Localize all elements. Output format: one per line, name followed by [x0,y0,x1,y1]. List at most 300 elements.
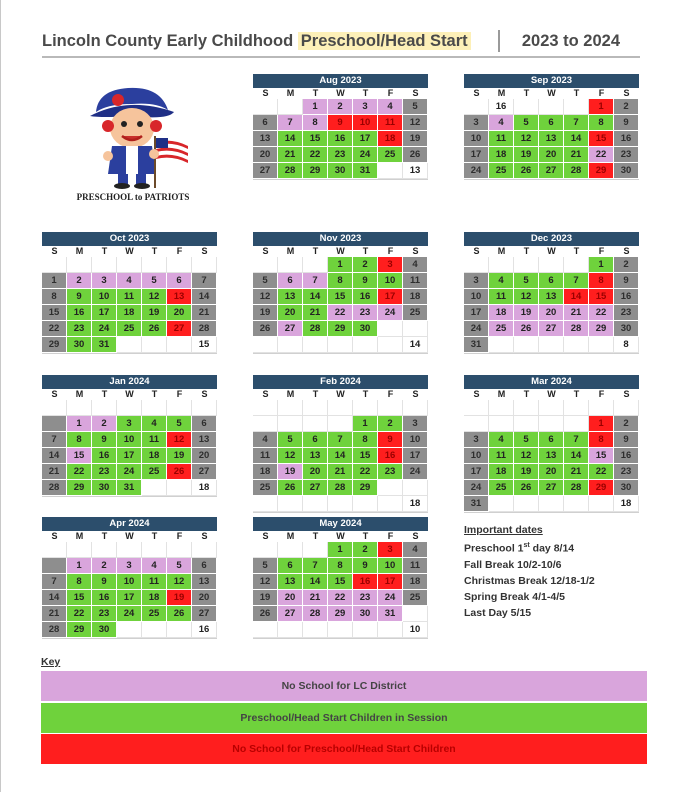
day-cell [278,416,303,432]
day-cell: 13 [278,574,303,590]
day-cell: 18 [403,496,428,512]
day-cell: 2 [353,257,378,273]
day-cell: 19 [514,147,539,163]
weekday-label: T [101,246,108,256]
day-cell [589,337,614,353]
day-cell [67,400,92,416]
day-cell [303,622,328,638]
day-cell: 29 [589,163,614,179]
day-cell: 8 [67,574,92,590]
important-dates-heading: Important dates [464,524,543,536]
day-cell: 4 [378,99,403,115]
day-cell [167,400,192,416]
day-cell: 8 [328,273,353,289]
day-cell [403,400,428,416]
day-cell [303,542,328,558]
day-cell: 27 [539,480,564,496]
day-cell: 5 [253,273,278,289]
weekday-label: S [623,389,630,399]
day-cell: 10 [403,622,428,638]
calendar-apr-2024 [42,517,217,639]
day-cell [589,496,614,512]
weekday-label: F [387,389,394,399]
day-cell: 4 [117,273,142,289]
day-cell: 22 [328,305,353,321]
day-cell: 13 [192,574,217,590]
weekday-label: M [75,531,84,541]
month-header: Feb 2024 [253,375,428,389]
day-cell: 30 [614,480,639,496]
day-cell: 24 [403,464,428,480]
weekday-label: M [497,389,506,399]
day-cell: 5 [278,432,303,448]
day-cell [278,337,303,353]
day-cell: 4 [142,558,167,574]
day-cell [117,542,142,558]
weekday-row [464,246,639,257]
day-cell: 25 [142,606,167,622]
day-cell [303,416,328,432]
day-cell: 15 [303,131,328,147]
day-cell [303,257,328,273]
day-cell: 17 [378,574,403,590]
day-cell: 15 [328,574,353,590]
day-cell: 27 [253,163,278,179]
day-cell: 2 [614,416,639,432]
day-cell: 20 [253,147,278,163]
weekday-label: T [573,88,580,98]
day-cell: 21 [564,147,589,163]
day-cell: 29 [42,337,67,353]
first-day [464,538,644,557]
day-cell: 4 [403,257,428,273]
day-cell: 28 [192,321,217,337]
day-cell: 29 [67,622,92,638]
weekday-label: S [623,88,630,98]
day-cell: 13 [192,432,217,448]
weekday-label: W [125,531,134,541]
weekday-label: S [51,246,58,256]
day-cell: 7 [192,273,217,289]
weekday-label: M [286,88,295,98]
day-cell: 23 [92,606,117,622]
patriot-logo [68,82,198,206]
calendar-feb-2024 [253,375,428,513]
day-cell: 16 [353,289,378,305]
day-cell: 1 [589,416,614,432]
key-label: Key [41,656,61,668]
day-cell [514,496,539,512]
spring-break: Spring Break 4/1-4/5 [464,590,565,603]
day-cell: 29 [589,480,614,496]
day-cell: 2 [614,257,639,273]
key-no-school-district: No School for LC District [41,671,647,701]
day-cell: 8 [353,432,378,448]
day-cell: 10 [378,273,403,289]
day-cell: 30 [67,337,92,353]
day-cell: 10 [117,432,142,448]
day-cell [378,400,403,416]
day-cell: 25 [489,480,514,496]
day-cell: 18 [192,480,217,496]
day-cell: 7 [564,115,589,131]
day-cell: 19 [514,305,539,321]
day-cell: 16 [378,448,403,464]
weekday-label: M [75,246,84,256]
header [42,30,640,58]
weekday-row [464,389,639,400]
day-cell: 15 [353,448,378,464]
weekday-label: S [473,246,480,256]
day-cell: 24 [378,590,403,606]
day-cell: 6 [278,273,303,289]
weekday-label: W [336,389,345,399]
day-cell: 11 [117,289,142,305]
day-cell [142,480,167,496]
day-cell [489,400,514,416]
patriot-mascot-icon [68,82,198,192]
weekday-label: W [336,531,345,541]
day-grid [42,400,217,497]
weekday-label: M [286,531,295,541]
day-cell [403,480,428,496]
day-cell [328,416,353,432]
day-cell: 14 [564,289,589,305]
day-cell [464,99,489,115]
day-cell: 11 [403,273,428,289]
day-cell: 21 [303,590,328,606]
day-cell: 23 [328,147,353,163]
day-cell: 27 [303,480,328,496]
weekday-row [253,246,428,257]
day-cell: 20 [303,464,328,480]
day-cell [378,321,403,337]
day-cell [117,257,142,273]
day-cell: 29 [328,321,353,337]
page-left-border [0,0,1,792]
day-cell: 22 [303,147,328,163]
day-cell: 11 [489,131,514,147]
day-cell: 8 [328,558,353,574]
day-cell: 23 [353,305,378,321]
day-cell: 27 [167,321,192,337]
day-cell: 22 [42,321,67,337]
day-cell: 24 [464,321,489,337]
day-cell: 6 [539,273,564,289]
day-cell [539,257,564,273]
day-cell [614,400,639,416]
day-cell: 9 [353,273,378,289]
day-cell: 19 [253,590,278,606]
day-cell: 15 [42,305,67,321]
weekday-label: T [101,389,108,399]
day-cell: 26 [514,480,539,496]
day-cell: 3 [353,99,378,115]
month-header: Sep 2023 [464,74,639,88]
day-cell: 21 [328,464,353,480]
day-cell [489,337,514,353]
day-cell: 30 [92,480,117,496]
day-cell: 2 [92,558,117,574]
day-cell: 31 [117,480,142,496]
day-cell: 7 [303,558,328,574]
day-cell: 17 [117,590,142,606]
day-cell: 14 [278,131,303,147]
day-cell: 27 [278,321,303,337]
day-cell: 28 [278,163,303,179]
day-grid [464,400,639,513]
day-cell [42,400,67,416]
day-cell: 6 [192,416,217,432]
last-day: Last Day 5/15 [464,606,532,619]
day-cell [328,622,353,638]
day-cell: 25 [378,147,403,163]
day-grid [464,99,639,180]
weekday-row [42,389,217,400]
weekday-label: S [623,246,630,256]
day-cell: 6 [253,115,278,131]
weekday-label: S [201,531,208,541]
day-cell: 12 [167,574,192,590]
day-cell [378,622,403,638]
day-cell [564,416,589,432]
day-cell: 17 [464,464,489,480]
day-cell [278,622,303,638]
day-cell: 1 [328,542,353,558]
weekday-label: S [51,531,58,541]
weekday-label: T [312,88,319,98]
day-cell: 25 [253,480,278,496]
day-cell [142,622,167,638]
day-cell [514,337,539,353]
day-cell: 22 [589,464,614,480]
weekday-row [253,389,428,400]
day-cell: 17 [378,289,403,305]
day-cell: 3 [403,416,428,432]
day-cell: 10 [464,131,489,147]
calendar-jan-2024 [42,375,217,497]
day-cell: 14 [328,448,353,464]
day-cell: 14 [303,574,328,590]
day-cell: 17 [117,448,142,464]
day-cell: 20 [539,147,564,163]
day-cell: 22 [589,305,614,321]
day-cell [167,542,192,558]
day-cell [539,99,564,115]
day-cell [67,542,92,558]
day-cell: 22 [67,606,92,622]
calendar-nov-2023 [253,232,428,354]
weekday-label: W [125,246,134,256]
weekday-label: S [51,389,58,399]
day-cell: 2 [328,99,353,115]
day-cell: 12 [142,289,167,305]
day-cell: 27 [192,464,217,480]
day-cell: 7 [42,432,67,448]
day-grid [253,99,428,180]
day-cell [353,496,378,512]
month-header: Oct 2023 [42,232,217,246]
weekday-label: T [312,389,319,399]
day-cell: 1 [67,558,92,574]
day-cell: 19 [278,464,303,480]
day-cell: 15 [589,448,614,464]
day-cell: 5 [403,99,428,115]
day-cell: 14 [564,448,589,464]
day-cell: 19 [253,305,278,321]
day-cell: 3 [378,542,403,558]
day-cell: 11 [489,289,514,305]
day-cell [253,99,278,115]
day-grid [253,400,428,513]
day-cell: 19 [514,464,539,480]
day-cell: 25 [403,590,428,606]
day-cell [303,337,328,353]
weekday-label: M [497,246,506,256]
day-cell [117,622,142,638]
day-cell [142,337,167,353]
day-cell: 3 [92,273,117,289]
day-cell [464,400,489,416]
day-cell: 30 [614,321,639,337]
day-cell: 1 [67,416,92,432]
day-cell: 1 [589,257,614,273]
day-cell: 12 [514,448,539,464]
day-cell [539,337,564,353]
day-cell: 1 [42,273,67,289]
day-cell: 20 [539,305,564,321]
day-cell: 28 [564,480,589,496]
day-cell: 12 [253,289,278,305]
day-cell [253,337,278,353]
day-cell [378,337,403,353]
weekday-label: W [547,88,556,98]
key-in-session: Preschool/Head Start Children in Session [41,703,647,733]
day-cell: 27 [539,321,564,337]
day-cell [278,99,303,115]
day-cell [514,416,539,432]
day-cell [253,496,278,512]
day-cell: 23 [353,590,378,606]
day-cell: 6 [539,115,564,131]
weekday-label: T [362,88,369,98]
day-cell [253,542,278,558]
day-cell [192,542,217,558]
day-cell: 27 [192,606,217,622]
day-cell: 13 [167,289,192,305]
day-cell: 18 [378,131,403,147]
day-cell: 12 [167,432,192,448]
day-cell: 20 [192,590,217,606]
day-cell: 16 [489,99,514,115]
weekday-label: T [362,246,369,256]
day-cell: 23 [67,321,92,337]
day-cell: 23 [92,464,117,480]
day-cell: 6 [192,558,217,574]
weekday-label: F [387,246,394,256]
day-cell: 2 [614,99,639,115]
day-cell: 19 [167,448,192,464]
day-cell: 24 [92,321,117,337]
day-grid [42,542,217,639]
day-cell: 28 [564,321,589,337]
day-cell [278,257,303,273]
day-cell: 18 [142,448,167,464]
day-cell: 6 [278,558,303,574]
day-cell [253,257,278,273]
day-cell: 3 [464,115,489,131]
month-header: Nov 2023 [253,232,428,246]
weekday-label: F [176,531,183,541]
day-cell: 4 [253,432,278,448]
day-cell: 8 [589,115,614,131]
day-cell: 29 [67,480,92,496]
day-cell: 10 [403,432,428,448]
month-header: Apr 2024 [42,517,217,531]
month-header: May 2024 [253,517,428,531]
day-cell: 10 [464,448,489,464]
weekday-label: W [125,389,134,399]
day-cell: 28 [42,480,67,496]
weekday-label: T [573,389,580,399]
day-cell: 28 [303,321,328,337]
day-cell: 8 [589,273,614,289]
day-cell: 1 [303,99,328,115]
weekday-label: F [598,389,605,399]
day-cell: 29 [328,606,353,622]
day-cell: 22 [353,464,378,480]
day-cell: 12 [403,115,428,131]
weekday-label: S [262,389,269,399]
day-cell [67,257,92,273]
day-cell: 10 [378,558,403,574]
day-cell: 9 [92,432,117,448]
day-cell [142,257,167,273]
day-cell: 9 [378,432,403,448]
weekday-label: W [547,389,556,399]
day-cell: 7 [42,574,67,590]
weekday-label: S [412,531,419,541]
day-cell: 25 [403,305,428,321]
day-cell: 9 [353,558,378,574]
weekday-label: F [598,246,605,256]
day-cell [403,321,428,337]
day-cell: 19 [167,590,192,606]
day-cell: 30 [92,622,117,638]
day-cell: 26 [142,321,167,337]
day-cell: 15 [67,448,92,464]
weekday-label: S [201,389,208,399]
day-cell: 8 [614,337,639,353]
day-cell: 27 [278,606,303,622]
day-cell: 15 [589,131,614,147]
day-cell: 28 [328,480,353,496]
day-cell: 26 [253,321,278,337]
day-cell: 25 [489,163,514,179]
day-cell [303,496,328,512]
day-cell [378,496,403,512]
day-cell: 30 [614,163,639,179]
month-header: Jan 2024 [42,375,217,389]
day-cell: 18 [403,574,428,590]
weekday-label: T [362,531,369,541]
day-cell: 30 [353,606,378,622]
weekday-label: S [412,389,419,399]
day-cell [167,480,192,496]
day-cell: 13 [278,289,303,305]
weekday-label: T [523,389,530,399]
weekday-row [253,531,428,542]
